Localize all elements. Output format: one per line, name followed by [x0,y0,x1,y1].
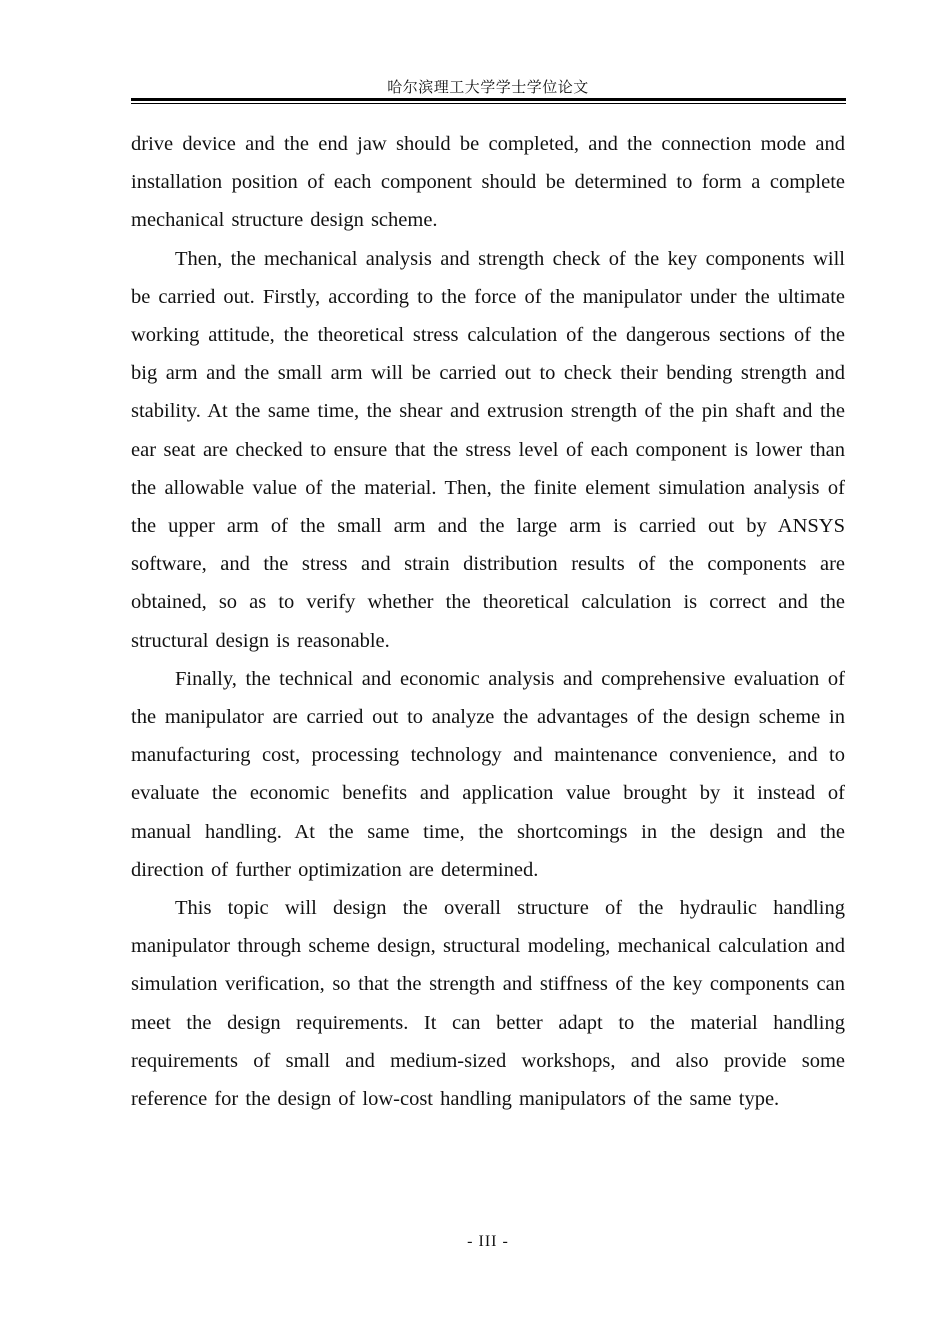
body-text [131,125,845,1118]
header-rule-thick [131,98,846,101]
paragraph: Finally, the technical and economic analysis and comprehensive evaluation of the manipulator are carried out to analyze the advantages of the design scheme in manufacturing cost, processing technology and maintenance convenience, and to evaluate the economic benefits and application value brought by it instead of manual handling. At the same time, the shortcomings in the design and the direction of further optimization are determined. [131,667,845,881]
header-rule-thin [131,103,846,104]
paragraph: Then, the mechanical analysis and strength check of the key components will be carried out. Firstly, according to the force of the manipulator under the ultimate working attitude, the theoretical stress calculation of the dangerous sections of the big arm and the small arm will be carried out to check their bending strength and stability. At the same time, the shear and extrusion strength of the pin shaft and the ear seat are checked to ensure that the stress level of each component is lower than the allowable value of the material. Then, the finite element simulation analysis of the upper arm of the small arm and the large arm is carried out by ANSYS software, and the stress and strain distribution results of the components are obtained, so as to verify whether the theoretical calculation is correct and the structural design is reasonable. [131,247,845,652]
paragraph-continuation: drive device and the end jaw should be completed, and the connection mode and installation position of each component should be determined to form a complete mechanical structure design scheme. [131,133,845,232]
page-number: - III - [467,1233,509,1250]
page-header-title: 哈尔滨理工大学学士学位论文 [387,78,589,96]
paragraph: This topic will design the overall structure of the hydraulic handling manipulator through scheme design, structural modeling, mechanical calculation and simulation verification, so that the strength and stiffness of the key components can meet the design requirements. It can better adapt to the material handling requirements of small and medium-sized workshops, and also provide some reference for the design of low-cost handling manipulators of the same type. [131,897,845,1111]
